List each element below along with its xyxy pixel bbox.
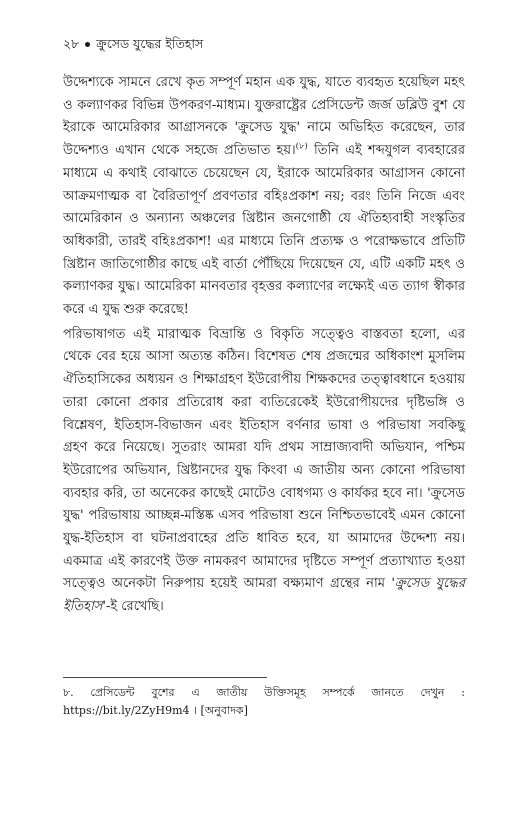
paragraph-2: [63, 324, 465, 619]
footnote-url-link[interactable]: https://bit.ly/2ZyH9m4: [63, 704, 190, 717]
running-title: ক্রুসেড যুদ্ধের ইতিহাস: [96, 36, 204, 51]
paragraph-1-text: উদ্দেশ্যকে সামনে রেখে কৃত সম্পূর্ণ মহান এক যুদ্ধ, যাতে ব্যবহৃত হয়েছিল মহৎ ও কল্যাণকর বিভিন্ন উপকরণ-মাধ্যম। যুক্তরাষ্ট্রের প্রেসিডেন্ট জর্জ ডব্লিউ বুশ যে ইরাকে আমেরিকার আগ্রাসনকে 'ক্রুসেড যুদ্ধ' নামে অভিহিত করেছেন, তার উদ্দেশ্যও এখান থেকে সহজে প্রতিভাত হয়।: [63, 75, 465, 159]
footnote-marker: ৮.: [63, 686, 74, 699]
paragraph-1-continued: তিনি এই শব্দযুগল ব্যবহারের মাধ্যমে এ কথাই বোঝাতে চেয়েছেন যে, ইরাকে আমেরিকার আগ্রাসন কোনো আক্রমণাত্মক বা বৈরিতাপূর্ণ প্রবণতার বহিঃপ্রকাশ নয়; বরং তিনি নিজে এবং আমেরিকান ও অন্যান্য অঞ্চলের খ্রিষ্টান জনগোষ্ঠী যে ঐতিহ্যবাহী সংস্কৃতির অধিকারী, তারই বহিঃপ্রকাশ! এর মাধ্যমে তিনি প্রত্যক্ষ ও পরোক্ষভাবে প্রতিটি খ্রিষ্টান জাতিগোষ্ঠীর কাছে এই বার্তা পৌঁছিয়ে দিয়েছেন যে, এটি একটি মহৎ ও কল্যাণকর যুদ্ধ। আমেরিকা মানবতার বৃহত্তর কল্যাণের লক্ষ্যেই এত ত্যাগ স্বীকার করে এ যুদ্ধ শুরু করেছে!: [63, 143, 465, 318]
body-text: [63, 72, 465, 619]
running-header: [63, 34, 465, 54]
paragraph-2-text: পরিভাষাগত এই মারাত্মক বিভ্রান্তি ও বিকৃতি সত্ত্বেও বাস্তবতা হলো, এর থেকে বের হয়ে আসা অত্যন্ত কঠিন। বিশেষত শেষ প্রজন্মের অধিকাংশ মুসলিম ঐতিহাসিকের অধ্যয়ন ও শিক্ষাগ্রহণ ইউরোপীয় শিক্ষকদের তত্ত্বাবধানে হওয়ায় তারা কোনো প্রকার প্রতিরোধ করা ব্যতিরেকেই ইউরোপীয়দের দৃষ্টিভঙ্গি ও বিশ্লেষণ, ইতিহাস-বিভাজন এবং ইতিহাস বর্ণনার ভাষা ও পরিভাষা সবকিছু গ্রহণ করে নিয়েছে। সুতরাং আমরা যদি প্রথম সাম্রাজ্যবাদী অভিযান, পশ্চিম ইউরোপের অভিযান, খ্রিষ্টানদের যুদ্ধ কিংবা এ জাতীয় অন্য কোনো পরিভাষা ব্যবহার করি, তা অনেকের কাছেই মোটেও বোধগম্য ও কার্যকর হবে না। 'ক্রুসেড যুদ্ধ' পরিভাষায় আচ্ছন্ন-মস্তিষ্ক এসব পরিভাষা শুনে নিশ্চিতভাবেই এমন কোনো যুদ্ধ-ইতিহাস বা ঘটনাপ্রবাহের প্রতি ধাবিত হবে, যা আমাদের উদ্দেশ্য নয়। একমাত্র এই কারণেই উক্ত নামকরণ আমাদের দৃষ্টিতে সম্পূর্ণ প্রত্যাখ্যাত হওয়া সত্ত্বেও অনেকটা নিরুপায় হয়েই আমরা বক্ষ্যমাণ গ্রন্থের নাম: [63, 326, 465, 592]
footnote-translator-note: । [অনুবাদক]: [189, 704, 248, 717]
paragraph-2-tail: -ই রেখেছি।: [106, 599, 164, 615]
footnote: [63, 684, 465, 720]
footnote-divider: [63, 677, 267, 678]
paragraph-1: [63, 72, 465, 322]
book-title-emphasis: 'ক্রুসেড যুদ্ধের ইতিহাস': [63, 576, 466, 615]
footnote-text: প্রেসিডেন্ট বুশের এ জাতীয় উক্তিসমূহ সম্পর্কে জানতে দেখুন :: [73, 686, 465, 699]
bullet-separator: [85, 42, 90, 47]
footnote-reference: (৮): [295, 141, 308, 152]
page-number: ২৮: [63, 36, 80, 51]
book-page: [63, 34, 465, 794]
